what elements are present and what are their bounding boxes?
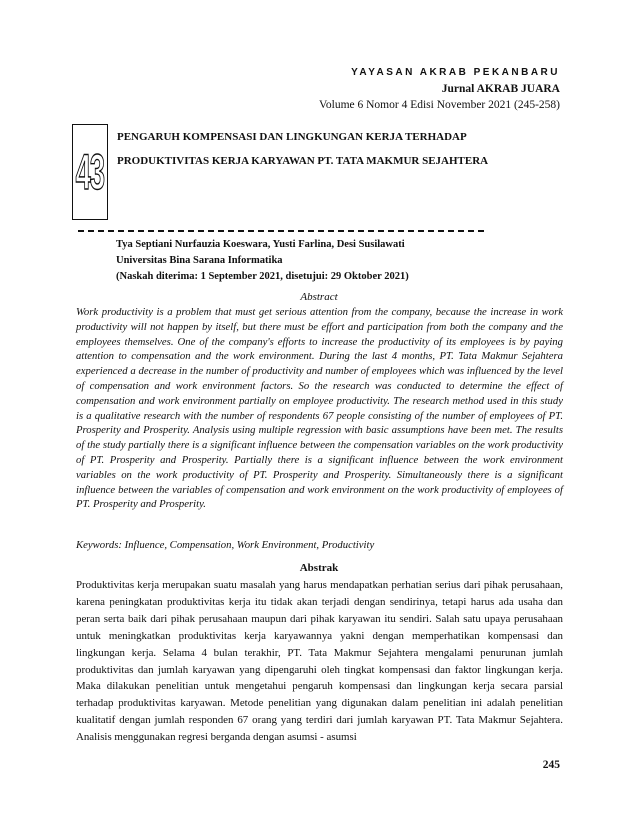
author-names: Tya Septiani Nurfauzia Koeswara, Yusti Farlina, Desi Susilawati xyxy=(116,239,405,250)
abstract-english: Work productivity is a problem that must get serious attention from the company, because the increase in work productivity will not happen by itself, but there must be effort and participation from both the company and the employees themselves. One of the company's efforts to increase the productivity of its employees is by paying attention to compensation and the work environment. During the last 4 months, PT. Tata Makmur Sejahtera experienced a decrease in the number of productivity and number of employees which was influenced by the level of compensation and work environment factors. So the research was conducted to determine the effect of compensation and work environment partially on employee productivity. The research method used in this study is a qualitative research with the number of respondents 67 people consisting of the number of employees of PT. Prosperity and Prosperity. Analysis using multiple regression with basic assumptions have been met. The results of the study partially there is a significant influence between the compensation variables on the work productivity of PT. Prosperity and Prosperity. Partially there is a significant influence between the work environment variables on the work productivity of PT. Prosperity and Prosperity. Simultaneously there is a significant influence between the variables of compensation and work environment on the work productivity of employees of PT. Prosperity and Prosperity. xyxy=(76,306,563,511)
keywords-english: Keywords: Influence, Compensation, Work Environment, Productivity xyxy=(76,539,375,551)
journal-name: Jurnal AKRAB JUARA xyxy=(441,83,560,95)
abstract-heading: Abstract xyxy=(300,291,338,303)
separator-rule xyxy=(78,230,484,232)
author-block xyxy=(116,237,409,285)
abstrak-heading: Abstrak xyxy=(299,562,339,574)
title-line-2: PRODUKTIVITAS KERJA KARYAWAN PT. TATA MAKMUR SEJAHTERA xyxy=(117,155,489,167)
paper-title xyxy=(117,125,577,173)
page-number: 245 xyxy=(542,759,560,771)
publisher-name: YAYASAN AKRAB PEKANBARU xyxy=(351,67,560,78)
author-affiliation: Universitas Bina Sarana Informatika xyxy=(116,255,283,266)
journal-volume: Volume 6 Nomor 4 Edisi November 2021 (245-258) xyxy=(319,99,560,111)
title-line-1: PENGARUH KOMPENSASI DAN LINGKUNGAN KERJA TERHADAP xyxy=(117,131,467,143)
abstrak-indonesian: Produktivitas kerja merupakan suatu masalah yang harus mendapatkan perhatian serius dari pihak perusahaan, karena peningkatan produktivitas kerja itu tidak akan terjadi dengan sendirinya, tetapi harus ada usaha dan peran serta baik dari pihak perusahaan maupun dari pihak karyawan itu sendiri. Salah satu upaya perusahaan untuk meningkatkan produktivitas kerja karyawannya yakni dengan memperhatikan kompensasi dan lingkungan kerja. Selama 4 bulan terakhir, PT. Tata Makmur Sejahtera mengalami penurunan jumlah produktivitas dan jumlah karyawan yang dipengaruhi oleh tingkat kompensasi dan faktor lingkungan kerja. Maka dilakukan penelitian untuk mengetahui pengaruh kompensasi dan lingkungan kerja secara parsial terhadap produktivitas karyawan. Metode penelitian yang digunakan dalam penelitian ini adalah penelitian kualitatif dengan jumlah responden 67 orang yang terdiri dari jumlah karyawan PT. Tata Makmur Sejahtera. Analisis menggunakan regresi berganda dengan asumsi - asumsi xyxy=(76,579,563,744)
article-number: 43 xyxy=(75,144,105,200)
article-number-box xyxy=(72,124,108,220)
submission-dates: (Naskah diterima: 1 September 2021, disetujui: 29 Oktober 2021) xyxy=(116,271,409,282)
